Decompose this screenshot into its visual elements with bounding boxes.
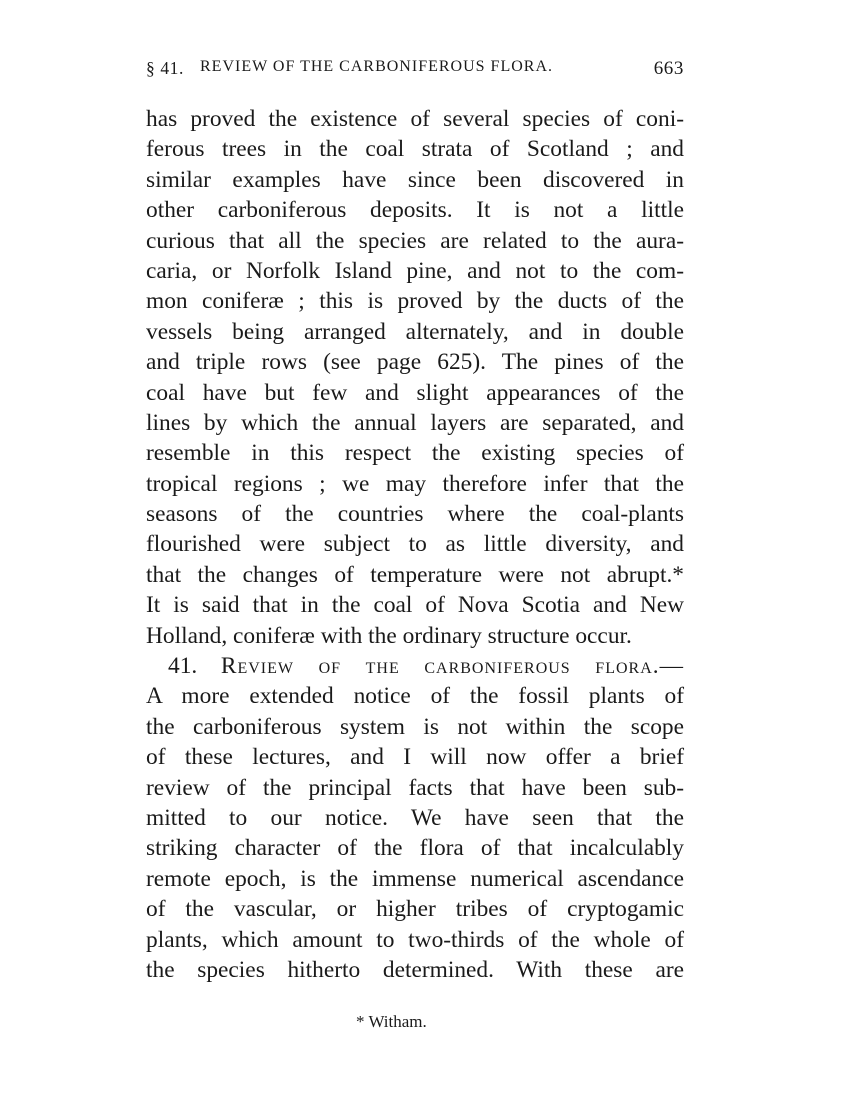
text-line: It is said that in the coal of Nova Scotia and New (146, 592, 684, 619)
text-line: vessels being arranged alternately, and in double (146, 318, 684, 345)
text-line: of the vascular, or higher tribes of cryptogamic (146, 896, 684, 923)
text-line: Holland, coniferæ with the ordinary structure occur. (146, 622, 632, 649)
text-line: the species hitherto determined. With these are (146, 956, 684, 983)
text-line: similar examples have since been discovered in (146, 166, 684, 193)
text-line: curious that all the species are related to the aura- (146, 227, 684, 254)
text-line: resemble in this respect the existing species of (146, 440, 684, 467)
text-line: that the changes of temperature were not abrupt.* (146, 561, 684, 588)
footnote: * Witham. (356, 1012, 427, 1031)
section-number: § 41. (146, 58, 184, 78)
section-heading-title: Review of the carboniferous flora.— (220, 653, 684, 680)
text-line: coal have but few and slight appearances of the (146, 379, 684, 406)
text-line: mitted to our notice. We have seen that the (146, 804, 684, 831)
text-line: tropical regions ; we may therefore infer that the (146, 470, 684, 497)
text-line: A more extended notice of the fossil plants of (146, 683, 684, 710)
text-line: lines by which the annual layers are separated, and (146, 409, 684, 436)
section-heading-line (146, 651, 684, 681)
text-line: striking character of the flora of that incalculably (146, 835, 684, 862)
text-line: and triple rows (see page 625). The pines of the (146, 349, 684, 376)
text-line: other carboniferous deposits. It is not a little (146, 197, 684, 224)
page-number: 663 (653, 58, 684, 79)
text-line: review of the principal facts that have been sub- (146, 774, 684, 801)
body-text (146, 104, 684, 985)
text-line: the carboniferous system is not within the scope (146, 713, 684, 740)
text-line: plants, which amount to two-thirds of the whole of (146, 926, 684, 953)
text-line: caria, or Norfolk Island pine, and not to the com- (146, 257, 684, 284)
text-line: mon coniferæ ; this is proved by the ducts of the (146, 288, 684, 315)
text-line: has proved the existence of several species of coni- (146, 106, 684, 132)
running-header (146, 58, 684, 88)
running-title: REVIEW OF THE CARBONIFEROUS FLORA. (200, 58, 553, 75)
section-heading-number: 41. (168, 653, 198, 680)
text-line: of these lectures, and I will now offer a brief (146, 744, 684, 771)
text-line: seasons of the countries where the coal-plants (146, 501, 684, 528)
text-line: flourished were subject to as little diversity, and (146, 531, 684, 558)
text-line: remote epoch, is the immense numerical ascendance (146, 865, 684, 892)
text-line: ferous trees in the coal strata of Scotland ; and (146, 136, 684, 163)
